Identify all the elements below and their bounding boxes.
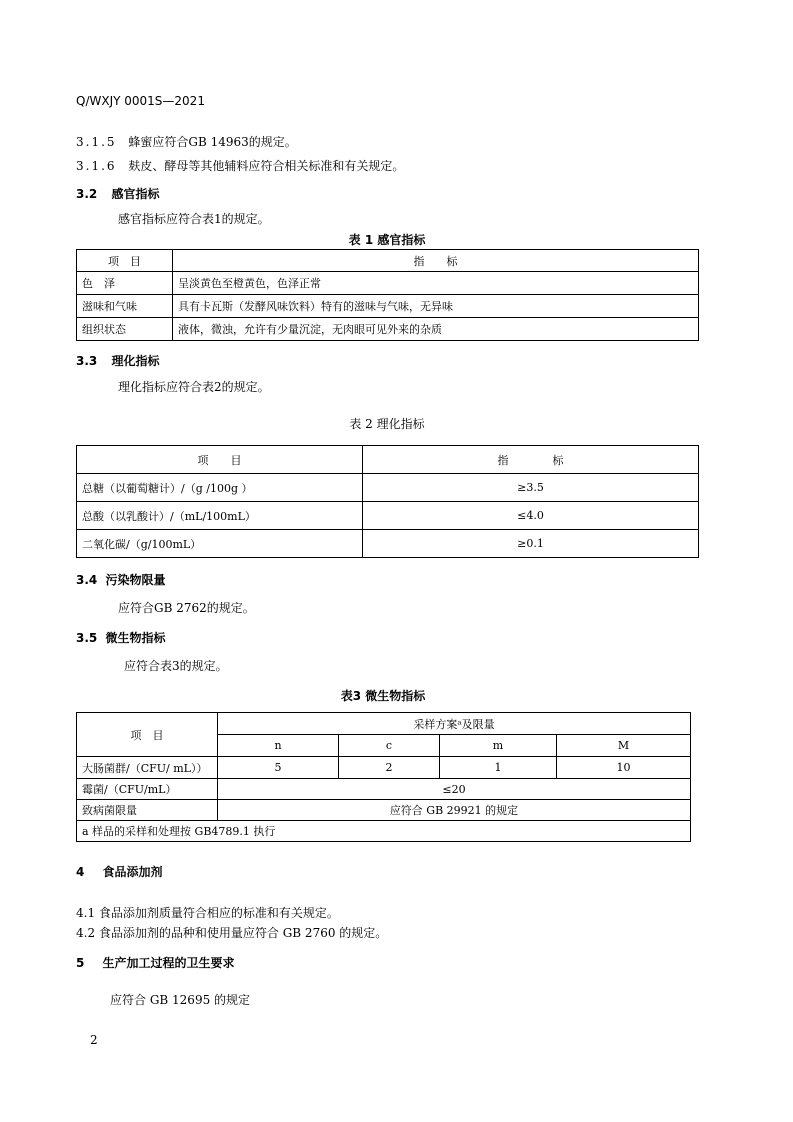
section-number: 3.5 (76, 631, 98, 645)
table-header-cell: 项 目 (77, 250, 173, 272)
table-cell: ≥3.5 (363, 474, 699, 502)
table-row (77, 757, 691, 779)
section-body-3-2: 感官指标应符合表1的规定。 (118, 212, 270, 226)
document-code: Q/WXJY 0001S—2021 (76, 94, 205, 108)
table-footnote: a 样品的采样和处理按 GB4789.1 执行 (77, 821, 691, 842)
table-cell: ≤20 (218, 779, 691, 800)
table-header-cell: 项 目 (77, 446, 363, 474)
section-heading-5 (76, 954, 235, 971)
section-title: 理化指标 (111, 354, 160, 368)
table-cell: 10 (557, 757, 691, 779)
table-cell: 二氧化碳/（g/100mL） (77, 530, 363, 558)
table-header-row (77, 713, 691, 735)
table-cell: 致病菌限量 (77, 800, 218, 821)
table-row (77, 272, 699, 295)
section-title: 污染物限量 (105, 573, 166, 587)
section-heading-4 (76, 863, 163, 880)
table-cell: 液体，微浊，允许有少量沉淀，无肉眼可见外来的杂质 (173, 318, 699, 341)
clause-4-2: 4.2 食品添加剂的品种和使用量应符合 GB 2760 的规定。 (76, 926, 388, 940)
table-header-cell: 采样方案ᵃ及限量 (218, 713, 691, 735)
table-row (77, 779, 691, 800)
table-row (77, 502, 699, 530)
table3-caption: 表3 微生物指标 (340, 689, 426, 703)
section-number: 3.2 (76, 187, 98, 201)
clause-3-1-6 (76, 157, 404, 174)
table-cell: 5 (218, 757, 339, 779)
section-title: 微生物指标 (105, 631, 166, 645)
section-heading-3-5 (76, 629, 165, 646)
table-cell: 组织状态 (77, 318, 173, 341)
section-body-3-5: 应符合表3的规定。 (124, 659, 228, 673)
section-title: 食品添加剂 (102, 865, 163, 879)
table-cell: 总酸（以乳酸计）/（mL/100mL） (77, 502, 363, 530)
table-cell: 大肠菌群/（CFU/ mL）） (77, 757, 218, 779)
table-cell: 1 (440, 757, 557, 779)
clause-3-1-5 (76, 133, 297, 150)
table-cell: 霉菌/（CFU/mL） (77, 779, 218, 800)
table-header-row (77, 446, 699, 474)
table2-caption: 表 2 理化指标 (349, 417, 425, 431)
section-heading-3-3 (76, 352, 159, 369)
table-header-cell: n (218, 735, 339, 757)
table-cell: 总糖（以葡萄糖计）/（g /100g ） (77, 474, 363, 502)
section-title: 生产加工过程的卫生要求 (102, 956, 235, 970)
table-row (77, 295, 699, 318)
table-header-cell: M (557, 735, 691, 757)
table-cell: 应符合 GB 29921 的规定 (218, 800, 691, 821)
section-heading-3-4 (76, 571, 165, 588)
clause-number: 3.1.6 (76, 159, 117, 173)
table3 (76, 712, 691, 842)
table-cell: 滋味和气味 (77, 295, 173, 318)
section-body-3-3: 理化指标应符合表2的规定。 (118, 380, 270, 394)
table-row (77, 474, 699, 502)
table-cell: 色 泽 (77, 272, 173, 295)
section-title: 感官指标 (111, 187, 160, 201)
table-row (77, 318, 699, 341)
table1 (76, 249, 699, 341)
table-row (77, 800, 691, 821)
table-header-cell: c (339, 735, 440, 757)
clause-number: 3.1.5 (76, 135, 117, 149)
section-number: 4 (76, 865, 85, 879)
table-header-cell: m (440, 735, 557, 757)
clause-4-1: 4.1 食品添加剂质量符合相应的标准和有关规定。 (76, 906, 339, 920)
table-header-cell: 项 目 (77, 713, 218, 757)
table-header-cell: 指 标 (173, 250, 699, 272)
table-cell: 呈淡黄色至橙黄色，色泽正常 (173, 272, 699, 295)
section-number: 3.3 (76, 354, 98, 368)
table1-caption: 表 1 感官指标 (348, 233, 426, 247)
table-row (77, 530, 699, 558)
section-body-5: 应符合 GB 12695 的规定 (110, 993, 251, 1007)
table-header-row (77, 250, 699, 272)
table-cell: ≤4.0 (363, 502, 699, 530)
clause-text: 麸皮、酵母等其他辅料应符合相关标准和有关规定。 (128, 159, 405, 173)
section-body-3-4: 应符合GB 2762的规定。 (118, 601, 255, 615)
section-number: 3.4 (76, 573, 98, 587)
table-cell: 具有卡瓦斯（发酵风味饮料）特有的滋味与气味，无异味 (173, 295, 699, 318)
table-footnote-row (77, 821, 691, 842)
section-heading-3-2 (76, 185, 159, 202)
page-number: 2 (90, 1033, 98, 1047)
clause-text: 蜂蜜应符合GB 14963的规定。 (128, 135, 297, 149)
table-header-cell: 指 标 (363, 446, 699, 474)
table2 (76, 445, 699, 558)
section-number: 5 (76, 956, 85, 970)
table-cell: 2 (339, 757, 440, 779)
table-cell: ≥0.1 (363, 530, 699, 558)
